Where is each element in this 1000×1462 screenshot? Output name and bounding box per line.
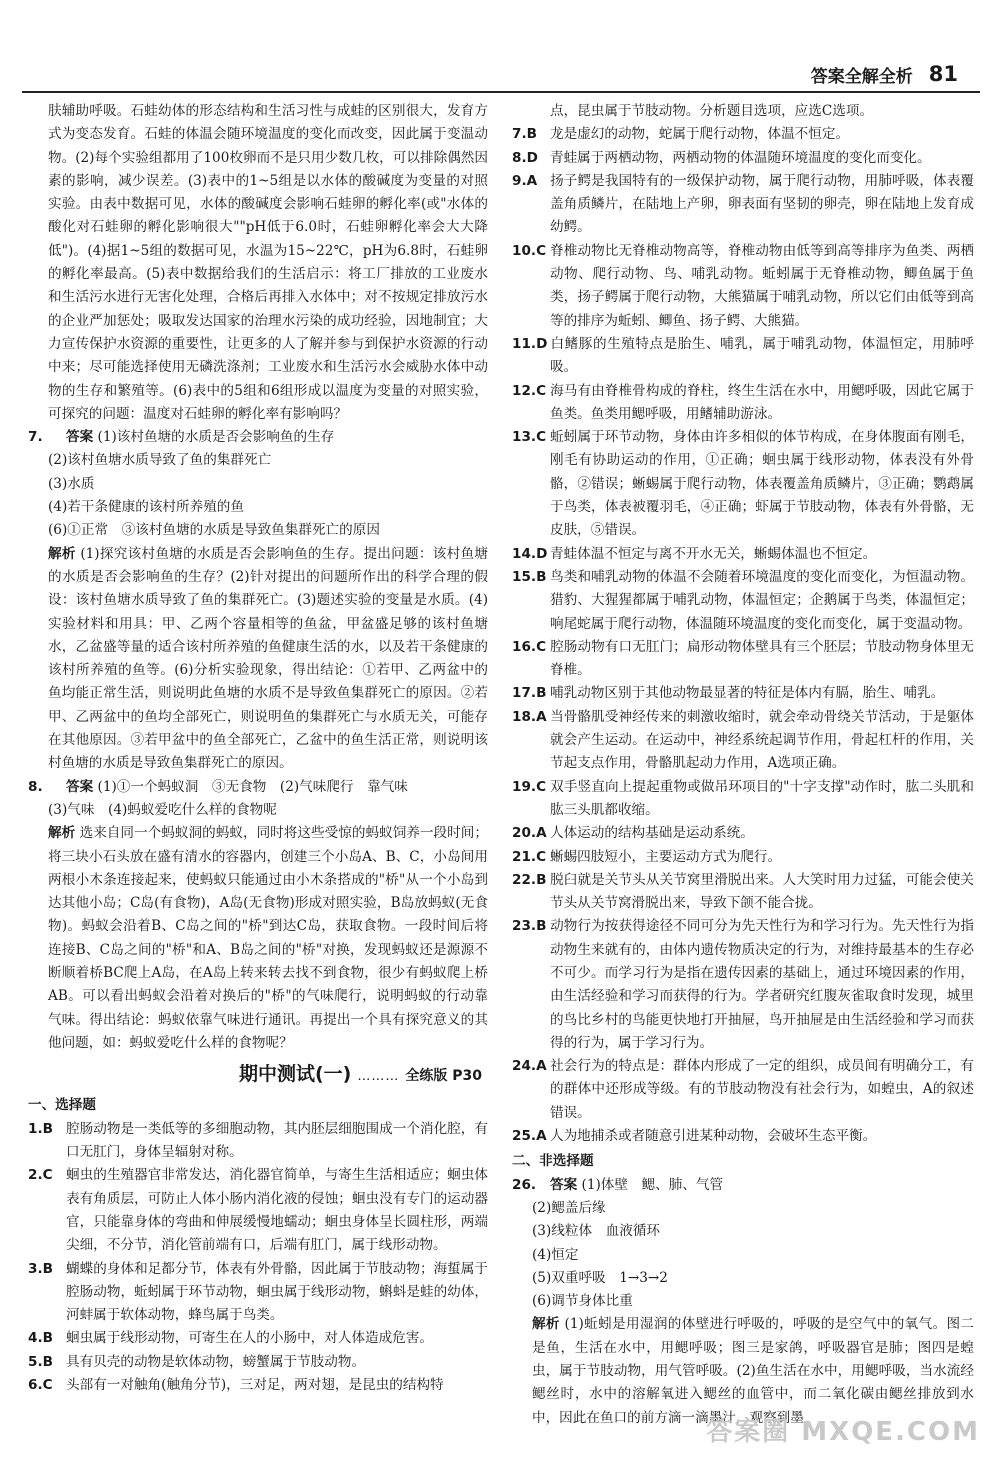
analysis-7-label: 解析: [48, 545, 76, 562]
choice-number: 7.B: [512, 126, 537, 143]
choice-text: 青蛙属于两栖动物，两栖动物的体温随环境温度的变化而变化。: [550, 149, 931, 166]
choice-number: 24.A: [512, 1058, 547, 1075]
choice-text: 鸟类和哺乳动物的体温不会随着环境温度的变化而变化，为恒温动物。猎豹、大猩猩都属于哺乳动物，体温恒定；企鹅属于鸟类，体温恒定；响尾蛇属于爬行动物，体温随环境温度的变化而变化，属于变温动物。: [550, 568, 974, 632]
answer-7-number: 7.: [28, 429, 43, 446]
answer-8-first: (1)①一个蚂蚁洞 ③无食物 (2)气味爬行 靠气味: [97, 778, 408, 795]
choice-number: 16.C: [512, 638, 547, 655]
choice-text: 社会行为的特点是：群体内形成了一定的组织，成员间有明确分工，有的群体中还形成等级。有的节肢动物没有社会行为，如蝗虫，A的叙述错误。: [550, 1058, 974, 1121]
test-reference: 全练版 P30: [405, 1068, 482, 1085]
choice-text: 双手竖直向上提起重物或做吊环项目的"十字支撑"动作时，肱二头肌和肱三头肌都收缩。: [550, 778, 974, 818]
choice-text: 人为地捕杀或者随意引进某种动物，会破坏生态平衡。: [550, 1128, 877, 1145]
section-choice: 一、选择题: [28, 1097, 96, 1114]
choice-text: 动物行为按获得途径不同可分为先天性行为和学习行为。先天性行为指动物生来就有的，由体内遗传物质决定的行为，对维持最基本的生存必不可少。而学习行为是指在遗传因素的基础上，通过环境因素的作用，由生活经验和学习而获得的行为。学者研究红腹灰雀取食时发现，城里的鸟比乡村的鸟能更快地打开抽屉，鸟开抽屉是由生活经验和学习而获得的行为，属于学习行为。: [550, 918, 974, 1051]
header-label: 答案全解全析: [810, 66, 913, 87]
choice-number: 15.B: [512, 568, 547, 585]
choice-number: 10.C: [512, 242, 547, 259]
choice-text: 蚯蚓属于环节动物，身体由许多相似的体节构成，在身体腹面有刚毛，刚毛有协助运动的作用，①正确；蛔虫属于线形动物，体表没有外骨骼，②错误；蜥蜴属于爬行动物，体表覆盖角质鳞片，③正确；鹦鹉属于鸟类，体表被覆羽毛，④正确；虾属于节肢动物，体表有外骨骼，无皮肤，⑤错误。: [550, 429, 974, 539]
choice-text: 扬子鳄是我国特有的一级保护动物，属于爬行动物，用肺呼吸，体表覆盖角质鳞片，在陆地上产卵，卵表面有坚韧的卵壳，卵在陆地上发育成幼鳄。: [550, 172, 974, 236]
choice-item: [512, 1055, 974, 1125]
answer-8-line: (3)气味 (4)蚂蚁爱吃什么样的食物呢: [48, 801, 277, 818]
choice-number: 1.B: [28, 1120, 53, 1137]
choice-number: 11.D: [512, 335, 548, 352]
choice-text: 人体运动的结构基础是运动系统。: [550, 825, 754, 842]
choice-text: 当骨骼肌受神经传来的刺激收缩时，就会牵动骨绕关节活动，于是躯体就会产生运动。在运动中，神经系统起调节作用，骨起杠杆的作用，关节起支点作用，骨骼肌起动力作用，A选项正确。: [550, 708, 974, 772]
answer-7-line: (6)①正常 ③该村鱼塘的水质是导致鱼集群死亡的原因: [48, 522, 380, 539]
choice-text: 青蛙体温不恒定与离不开水无关，蜥蜴体温也不恒定。: [550, 545, 877, 562]
test-dots: ………: [357, 1069, 400, 1085]
choice-item: [512, 846, 974, 869]
answer-26-line: (2)鳃盖后缘: [532, 1199, 606, 1216]
analysis-8-text: 选来自同一个蚂蚁洞的蚂蚁，同时将这些受惊的蚂蚁饲养一段时间；将三块小石头放在盛有清水的容器内，创建三个小岛A、B、C，小岛间用两根小木条连接起来，使蚂蚁只能通过由小木条搭成的"桥"从一个小岛到达其他小岛；C岛(有食物)，A岛(无食物)形成对照实验，B岛放蚂蚁(无食物)。蚂蚁会沿着B、C岛之间的"桥"到达C岛，获取食物。一段时间后将连接B、C岛之间的"桥"和A、B岛之间的"桥"对换，发现蚂蚁还是源源不断顺着桥BC爬上A岛，在A岛上转来转去找不到食物，很少有蚂蚁爬上桥AB。可以看出蚂蚁会沿着对换后的"桥"的气味爬行，说明蚂蚁的行动靠气味。得出结论：蚂蚁依靠气味进行通讯。再提出一个具有探究意义的其他问题，如：蚂蚁爱吃什么样的食物呢？: [48, 825, 488, 1051]
answer-7-line: (3)水质: [48, 475, 95, 492]
choice-number: 18.A: [512, 708, 547, 725]
analysis-26-label: 解析: [532, 1316, 560, 1333]
analysis-26-text: (1)蚯蚓是用湿润的体壁进行呼吸的，呼吸的是空气中的氧气。图二是鱼，生活在水中，用鳃呼吸；图三是家鸽，呼吸器官是肺；图四是蝗虫，属于节肢动物，用气管呼吸。(2)鱼生活在水中，用鳃呼吸，当水流经鳃丝时，水中的溶解氧进入鳃丝的血管中，而二氧化碳由鳃丝排放到水中，因此在鱼口的前方滴一滴墨汁，观察到墨: [532, 1316, 974, 1426]
choice-item: [512, 915, 974, 1055]
choice-item: [512, 1125, 974, 1148]
choice-text: 脱臼就是关节头从关节窝里滑脱出来。人大笑时用力过猛，可能会使关节头从关节窝滑脱出来，导致下颌不能合拢。: [550, 871, 974, 912]
test-title: 期中测试(一): [239, 1063, 352, 1086]
analysis-7: [28, 543, 488, 776]
choice-number: 25.A: [512, 1128, 547, 1145]
choice-item: [512, 822, 974, 845]
right-column: [512, 100, 974, 1430]
test-heading: [28, 1063, 488, 1088]
choice-text: 腔肠动物有口无肛门；扁形动物体壁具有三个胚层；节肢动物身体里无脊椎。: [550, 638, 974, 679]
answer-26-line: (4)恒定: [532, 1246, 579, 1263]
analysis-8-label: 解析: [48, 825, 76, 842]
answer-26-first: (1)体壁 鳃、肺、气管: [581, 1176, 724, 1193]
choice-number: 6.C: [28, 1377, 53, 1394]
section-nonchoice: 二、非选择题: [512, 1153, 594, 1170]
choice-text: 腔肠动物是一类低等的多细胞动物，其内胚层细胞围成一个消化腔，有口无肛门，身体呈辐射对称。: [66, 1120, 488, 1161]
answer-26-number: 26.: [512, 1176, 537, 1193]
answer-8-label: 答案: [66, 778, 94, 795]
answer-7-label: 答案: [66, 429, 94, 446]
choice-item: [512, 706, 974, 776]
choice-text: 蛔虫属于线形动物，可寄生在人的小肠中，对人体造成危害。: [66, 1330, 434, 1347]
choice-item: [512, 636, 974, 683]
choice-number: 19.C: [512, 778, 547, 795]
choice-item: [28, 1374, 488, 1397]
choice-text: 海马有由脊椎骨构成的脊柱，终生生活在水中，用鳃呼吸，因此它属于鱼类。鱼类用鳃呼吸，用鳍辅助游泳。: [550, 382, 974, 422]
choice-item: [512, 566, 974, 636]
choice-text: 脊椎动物比无脊椎动物高等，脊椎动物由低等到高等排序为鱼类、两栖动物、爬行动物、鸟、哺乳动物。蚯蚓属于无脊椎动物，鲫鱼属于鱼类，扬子鳄属于爬行动物，大熊猫属于哺乳动物，所以它们由低等到高等的排序为蚯蚓、鲫鱼、扬子鳄、大熊猫。: [550, 242, 974, 329]
answer-7-line: (4)若干条健康的该村所养殖的鱼: [48, 499, 244, 516]
answer-26: [512, 1174, 974, 1197]
choice-text: 蜥蜴四肢短小，主要运动方式为爬行。: [550, 848, 782, 865]
answer-26-line: (6)调节身体比重: [532, 1293, 633, 1310]
choice-item: [28, 1118, 488, 1165]
left-column: [28, 100, 488, 1397]
choice-item: [28, 1351, 488, 1374]
answer-8: [28, 776, 488, 799]
answer-7-line: (2)该村鱼塘水质导致了鱼的集群死亡: [48, 452, 272, 469]
choice-number: 5.B: [28, 1353, 53, 1370]
choice-item: [512, 869, 974, 916]
choice-number: 4.B: [28, 1330, 53, 1347]
choice-text: 白鳍豚的生殖特点是胎生、哺乳，属于哺乳动物，体温恒定，用肺呼吸。: [550, 335, 974, 376]
choice-number: 2.C: [28, 1167, 53, 1184]
choice-item: [28, 1258, 488, 1328]
choice-item: [512, 100, 974, 123]
choice-item: [512, 776, 974, 823]
choice-number: 21.C: [512, 848, 547, 865]
answer-7-first: (1)该村鱼塘的水质是否会影响鱼的生存: [97, 429, 335, 446]
choice-number: 14.D: [512, 545, 548, 562]
choice-number: 3.B: [28, 1260, 53, 1277]
choice-text: 哺乳动物区别于其他动物最显著的特征是体内有膈，胎生、哺乳。: [550, 685, 945, 702]
intro-continuation: 肤辅助呼吸。石蛙幼体的形态结构和生活习性与成蛙的区别很大，发育方式为变态发育。石蛙的体温会随环境温度的变化而改变，因此属于变温动物。(2)每个实验组都用了100枚卵而不是只用少数几枚，可以排除偶然因素的影响，减少误差。(3)表中的1~5组是以水体的酸碱度为变量的对照实验。由表中数据可见，水体的酸碱度会影响石蛙卵的孵化率(或"水体的酸化对石蛙卵的孵化影响很大""pH低于6.0时，石蛙卵孵化率会大大降低")。(4)据1~5组的数据可见，水温为15~22℃，pH为6.8时，石蛙卵的孵化率最高。(5)表中数据给我们的生活启示：将工厂排放的工业废水和生活污水进行无害化处理，合格后再排入水体中；对不按规定排放污水的企业严加惩处；吸取发达国家的治理水污染的成功经验，因地制宜；大力宣传保护水资源的重要性，让更多的人了解并参与到保护水资源的行动中来；尽可能选择使用无磷洗涤剂；工业废水和生活污水会威胁水体中动物的生存和繁殖等。(6)表中的5组和6组形成以温度为变量的对照实验，可探究的问题：温度对石蛙卵的孵化率有影响吗？: [48, 103, 488, 422]
choice-item: [28, 1327, 488, 1350]
answer-7: [28, 426, 488, 449]
choice-item: [512, 147, 974, 170]
choice-number: 13.C: [512, 429, 547, 446]
choice-text: 头部有一对触角(触角分节)，三对足，两对翅，是昆虫的结构特: [66, 1377, 444, 1394]
page-header: [811, 60, 958, 88]
choice-item: [28, 1164, 488, 1257]
choice-number: 12.C: [512, 382, 547, 399]
choice-number: 9.A: [512, 172, 538, 189]
answer-8-number: 8.: [28, 778, 43, 795]
choice-number: 22.B: [512, 871, 547, 888]
page-number: 81: [928, 62, 958, 86]
choice-item: [512, 426, 974, 542]
choice-item: [512, 543, 974, 566]
choice-item: [512, 380, 974, 427]
choice-text: 点，昆虫属于节肢动物。分析题目选项，应选C选项。: [550, 103, 874, 119]
choice-item: [512, 170, 974, 240]
answer-26-line: (3)线粒体 血液循环: [532, 1223, 661, 1240]
analysis-7-text: (1)探究该村鱼塘的水质是否会影响鱼的生存。提出问题：该村鱼塘的水质是否会影响鱼的生存？(2)针对提出的问题所作出的科学合理的假设：该村鱼塘水质导致了鱼的集群死亡。(3)题述实验的变量是水质。(4)实验材料和用具：甲、乙两个容量相等的鱼盆，甲盆盛足够的该村鱼塘水，乙盆盛等量的适合该村所养殖的鱼健康生活的水，以及若干条健康的该村所养殖的鱼等。(6)分析实验现象，得出结论：①若甲、乙两盆中的鱼均能正常生活，则说明此鱼塘的水质不是导致鱼集群死亡的原因。②若甲、乙两盆中的鱼均全部死亡，则说明鱼的集群死亡与水质无关，可能存在其他原因。③若甲盆中的鱼全部死亡，乙盆中的鱼生活正常，则说明该村鱼塘的水质是导致鱼集群死亡的原因。: [48, 545, 488, 772]
analysis-8: [28, 822, 488, 1055]
choice-item: [512, 123, 974, 146]
choice-text: 龙是虚幻的动物，蛇属于爬行动物，体温不恒定。: [550, 126, 850, 143]
choice-item: [512, 240, 974, 333]
watermark-logo: 答案圈 MXQE.COM: [706, 1417, 980, 1447]
choice-number: 20.A: [512, 825, 547, 842]
choice-text: 蛔虫的生殖器官非常发达，消化器官简单，与寄生生活相适应；蛔虫体表有角质层，可防止人体小肠内消化液的侵蚀；蛔虫没有专门的运动器官，只能靠身体的弯曲和伸展缓慢地蠕动；蛔虫身体呈长圆柱形，两端尖细，不分节，消化管前端有口，后端有肛门，属于线形动物。: [66, 1167, 488, 1254]
choice-text: 蝴蝶的身体和足都分节，体表有外骨骼，因此属于节肢动物；海蜇属于腔肠动物，蚯蚓属于环节动物，蛔虫属于线形动物，蝌蚪是蛙的幼体，河蚌属于软体动物，蜂鸟属于鸟类。: [66, 1260, 488, 1324]
header-rule: [22, 91, 980, 93]
choice-number: 8.D: [512, 149, 538, 166]
answer-26-line: (5)双重呼吸 1→3→2: [532, 1269, 668, 1286]
choice-text: 具有贝壳的动物是软体动物，螃蟹属于节肢动物。: [66, 1353, 366, 1370]
answer-26-label: 答案: [550, 1176, 578, 1193]
choice-number: 17.B: [512, 685, 547, 702]
choice-item: [512, 682, 974, 705]
choice-item: [512, 333, 974, 380]
choice-number: 23.B: [512, 918, 547, 935]
